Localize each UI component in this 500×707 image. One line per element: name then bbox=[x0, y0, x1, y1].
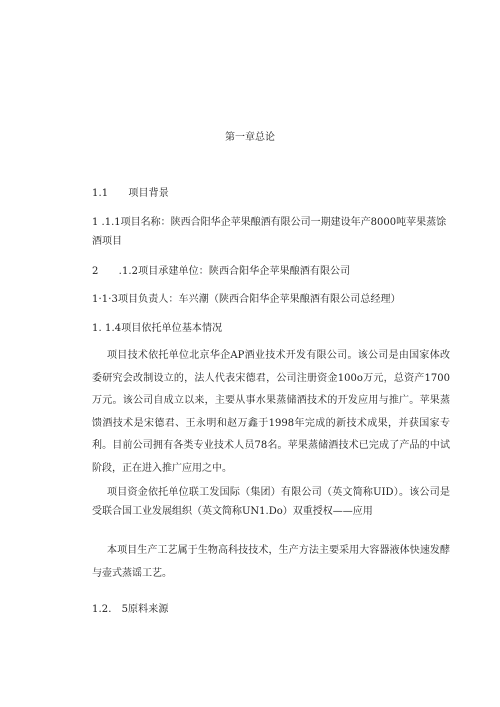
section-heading-1-2-5: 1.2. 5原料来源 bbox=[92, 604, 169, 615]
paragraph-production-process: 本项目生产工艺属于生物高科技技术，生产方法主要采用大容器液体快速发酵与壶式蒸谣工艺。 bbox=[92, 545, 450, 579]
paragraph-funding-support: 项目资金依托单位联工发国际（集团）有限公司（英文简称UID）。该公司是受联合国工业发展组织（英文简称UN1.Do）双重授权——应用 bbox=[92, 487, 450, 517]
section-heading-1-1: 1.1 项目背景 bbox=[92, 188, 169, 199]
item-project-name: 1 .1.1项目名称：陕西合阳华企苹果酿酒有限公司一期建设年产8000吨苹果蒸馀酒项目 bbox=[92, 217, 447, 247]
item-construction-unit: 2 .1.2项目承建单位：陕西合阳华企苹果酿酒有限公司 bbox=[92, 266, 351, 277]
chapter-title: 第一章总论 bbox=[225, 132, 275, 143]
paragraph-technical-support: 项目技术依托单位北京华企AP酒业技术开发有限公司。该公司是由国家体改委研究会改制设立的，法人代表宋德君，公司注册资金100o万元，总资产1700万元。该公司自成立以来，主要从事水果蒸储酒技术的开发应用与推广。苹果蒸馈酒技术是宋德君、王永明和赵万鑫于1998年完成的新技术成果，并获国家专利。目前公司拥有各类专业技术人员78名。苹果蒸储酒技术已完成了产品的中试阶段，正在进入推广应用之中。 bbox=[92, 350, 450, 474]
section-heading-1-1-4: 1. 1.4项目依托单位基本情况 bbox=[92, 323, 223, 334]
item-project-leader: 1·1·3项目负责人：车兴潮（陕西合阳华企苹果酿酒有限公司总经理） bbox=[92, 294, 401, 305]
